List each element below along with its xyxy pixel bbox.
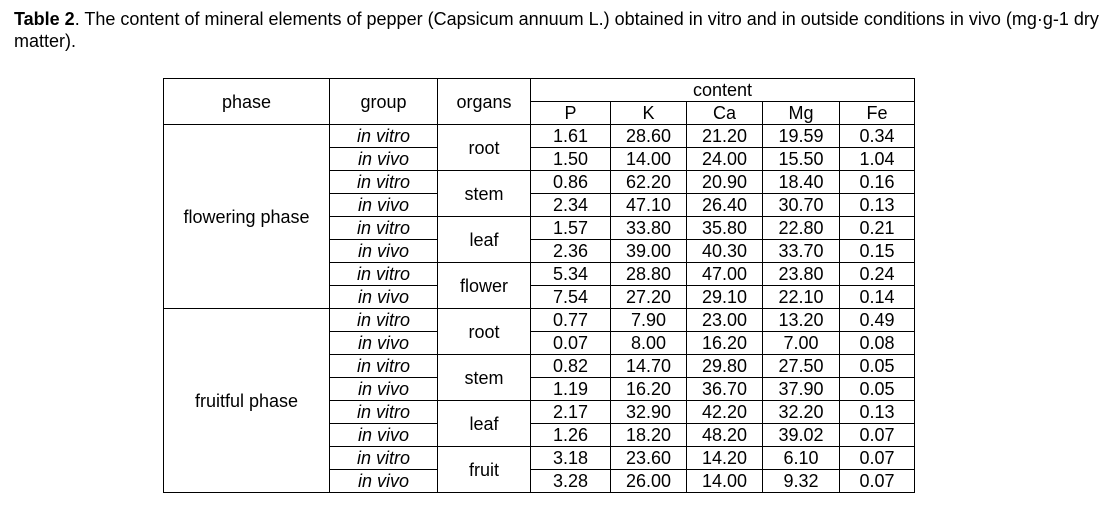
value-cell: 1.57 [531, 217, 611, 240]
value-cell: 30.70 [763, 194, 840, 217]
organ-cell: root [438, 125, 531, 171]
value-cell: 15.50 [763, 148, 840, 171]
value-cell: 24.00 [687, 148, 763, 171]
value-cell: 1.04 [840, 148, 915, 171]
group-cell: in vivo [330, 286, 438, 309]
value-cell: 33.80 [611, 217, 687, 240]
group-cell: in vivo [330, 332, 438, 355]
organ-cell: flower [438, 263, 531, 309]
value-cell: 0.13 [840, 194, 915, 217]
group-cell: in vivo [330, 194, 438, 217]
header-phase: phase [164, 79, 330, 125]
caption-text: . The content of mineral elements of pepper (Capsicum annuum L.) obtained in vitro and in outside conditions in vivo (mg·g-1 dry matter). [14, 9, 1099, 51]
header-group: group [330, 79, 438, 125]
value-cell: 0.07 [840, 424, 915, 447]
value-cell: 36.70 [687, 378, 763, 401]
phase-cell: flowering phase [164, 125, 330, 309]
value-cell: 0.05 [840, 378, 915, 401]
value-cell: 42.20 [687, 401, 763, 424]
group-cell: in vivo [330, 424, 438, 447]
group-cell: in vitro [330, 125, 438, 148]
caption-label: Table 2 [14, 9, 75, 29]
value-cell: 1.61 [531, 125, 611, 148]
header-organs: organs [438, 79, 531, 125]
value-cell: 37.90 [763, 378, 840, 401]
value-cell: 39.02 [763, 424, 840, 447]
value-cell: 14.00 [611, 148, 687, 171]
value-cell: 0.21 [840, 217, 915, 240]
group-cell: in vitro [330, 355, 438, 378]
group-cell: in vitro [330, 447, 438, 470]
value-cell: 2.36 [531, 240, 611, 263]
value-cell: 0.49 [840, 309, 915, 332]
value-cell: 27.50 [763, 355, 840, 378]
value-cell: 8.00 [611, 332, 687, 355]
value-cell: 40.30 [687, 240, 763, 263]
value-cell: 0.08 [840, 332, 915, 355]
value-cell: 7.54 [531, 286, 611, 309]
value-cell: 19.59 [763, 125, 840, 148]
value-cell: 35.80 [687, 217, 763, 240]
value-cell: 29.80 [687, 355, 763, 378]
value-cell: 0.15 [840, 240, 915, 263]
value-cell: 32.90 [611, 401, 687, 424]
value-cell: 7.90 [611, 309, 687, 332]
value-cell: 48.20 [687, 424, 763, 447]
value-cell: 18.40 [763, 171, 840, 194]
group-cell: in vitro [330, 217, 438, 240]
value-cell: 3.28 [531, 470, 611, 493]
table-caption [14, 8, 1104, 52]
phase-cell: fruitful phase [164, 309, 330, 493]
value-cell: 28.60 [611, 125, 687, 148]
organ-cell: stem [438, 355, 531, 401]
value-cell: 18.20 [611, 424, 687, 447]
value-cell: 27.20 [611, 286, 687, 309]
header-element-fe: Fe [840, 102, 915, 125]
value-cell: 0.07 [840, 470, 915, 493]
value-cell: 21.20 [687, 125, 763, 148]
mineral-content-table [163, 78, 915, 493]
value-cell: 14.20 [687, 447, 763, 470]
value-cell: 22.10 [763, 286, 840, 309]
organ-cell: fruit [438, 447, 531, 493]
group-cell: in vitro [330, 401, 438, 424]
group-cell: in vivo [330, 240, 438, 263]
value-cell: 0.77 [531, 309, 611, 332]
value-cell: 0.07 [840, 447, 915, 470]
value-cell: 32.20 [763, 401, 840, 424]
group-cell: in vitro [330, 263, 438, 286]
organ-cell: root [438, 309, 531, 355]
value-cell: 0.34 [840, 125, 915, 148]
value-cell: 33.70 [763, 240, 840, 263]
value-cell: 0.82 [531, 355, 611, 378]
group-cell: in vivo [330, 470, 438, 493]
value-cell: 1.26 [531, 424, 611, 447]
value-cell: 47.00 [687, 263, 763, 286]
header-element-p: P [531, 102, 611, 125]
header-element-ca: Ca [687, 102, 763, 125]
group-cell: in vitro [330, 309, 438, 332]
value-cell: 0.05 [840, 355, 915, 378]
header-content: content [531, 79, 915, 102]
value-cell: 26.00 [611, 470, 687, 493]
value-cell: 16.20 [687, 332, 763, 355]
value-cell: 1.19 [531, 378, 611, 401]
value-cell: 6.10 [763, 447, 840, 470]
value-cell: 39.00 [611, 240, 687, 263]
value-cell: 0.86 [531, 171, 611, 194]
value-cell: 3.18 [531, 447, 611, 470]
value-cell: 9.32 [763, 470, 840, 493]
value-cell: 22.80 [763, 217, 840, 240]
value-cell: 7.00 [763, 332, 840, 355]
value-cell: 0.14 [840, 286, 915, 309]
value-cell: 14.00 [687, 470, 763, 493]
value-cell: 2.17 [531, 401, 611, 424]
organ-cell: stem [438, 171, 531, 217]
value-cell: 13.20 [763, 309, 840, 332]
value-cell: 20.90 [687, 171, 763, 194]
value-cell: 0.16 [840, 171, 915, 194]
value-cell: 0.13 [840, 401, 915, 424]
organ-cell: leaf [438, 217, 531, 263]
header-row-1 [164, 79, 915, 102]
value-cell: 0.07 [531, 332, 611, 355]
value-cell: 2.34 [531, 194, 611, 217]
header-element-k: K [611, 102, 687, 125]
header-element-mg: Mg [763, 102, 840, 125]
value-cell: 62.20 [611, 171, 687, 194]
value-cell: 47.10 [611, 194, 687, 217]
group-cell: in vivo [330, 148, 438, 171]
table-row [164, 309, 915, 332]
value-cell: 16.20 [611, 378, 687, 401]
value-cell: 1.50 [531, 148, 611, 171]
group-cell: in vitro [330, 171, 438, 194]
value-cell: 5.34 [531, 263, 611, 286]
value-cell: 23.80 [763, 263, 840, 286]
value-cell: 14.70 [611, 355, 687, 378]
value-cell: 26.40 [687, 194, 763, 217]
value-cell: 29.10 [687, 286, 763, 309]
organ-cell: leaf [438, 401, 531, 447]
table-row [164, 125, 915, 148]
value-cell: 23.00 [687, 309, 763, 332]
group-cell: in vivo [330, 378, 438, 401]
value-cell: 28.80 [611, 263, 687, 286]
value-cell: 0.24 [840, 263, 915, 286]
value-cell: 23.60 [611, 447, 687, 470]
